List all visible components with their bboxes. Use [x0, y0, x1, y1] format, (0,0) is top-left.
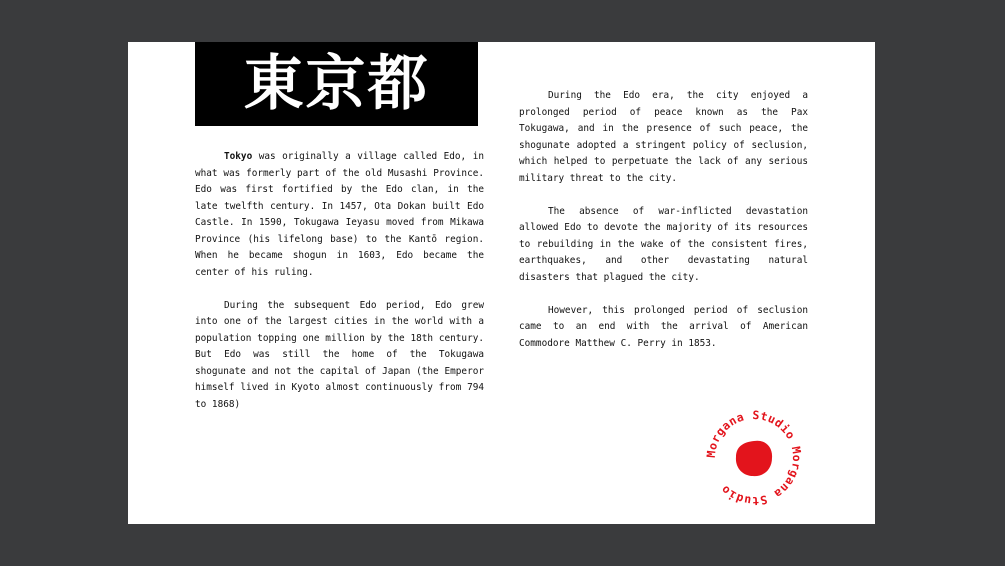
right-paragraph-2: The absence of war-inflicted devastation allowed Edo to devote the majority of its resources to rebuilding in the wake of the consistent fires, earthquakes, and other devastating natural disasters that plagued the city. — [519, 205, 808, 283]
left-column — [195, 149, 484, 430]
left-paragraph-2: During the subsequent Edo period, Edo grew into one of the largest cities in the world with a population topping one million by the 18th century. But Edo was still the home of the Tokugawa shogunate and not the capital of Japan (the Emperor himself lived in Kyoto almost continuously from 794 to 1868) — [195, 299, 484, 410]
stamp-blob — [736, 441, 772, 476]
left-paragraph-1-body: was originally a village called Edo, in what was formerly part of the old Musashi Province. Edo was first fortified by the Edo clan, in the late twelfth century. In 1457, Ota Dokan built Edo Castle. In 1590, Tokugawa Ieyasu moved from Mikawa Province (his lifelong base) to the Kantō region. When he became shogun in 1603, Edo became the center of his ruling. — [195, 151, 484, 278]
right-column — [519, 88, 808, 369]
stamp-ring-text: Morgana Studio Morgana Studio — [703, 407, 805, 509]
title-block — [195, 42, 478, 126]
right-paragraph-3: However, this prolonged period of seclusion came to an end with the arrival of American Commodore Matthew C. Perry in 1853. — [519, 304, 808, 349]
left-paragraph-1 — [195, 149, 484, 281]
document-page — [128, 42, 875, 524]
lead-word: Tokyo — [224, 151, 253, 162]
right-paragraph-1: During the Edo era, the city enjoyed a prolonged period of peace known as the Pax Tokugawa, and in the presence of such peace, the shogunate adopted a stringent policy of seclusion, which helped to perpetuate the lack of any serious military threat to the city. — [519, 90, 808, 184]
studio-stamp-logo — [702, 406, 806, 510]
page-title: 東京都 — [243, 49, 430, 119]
